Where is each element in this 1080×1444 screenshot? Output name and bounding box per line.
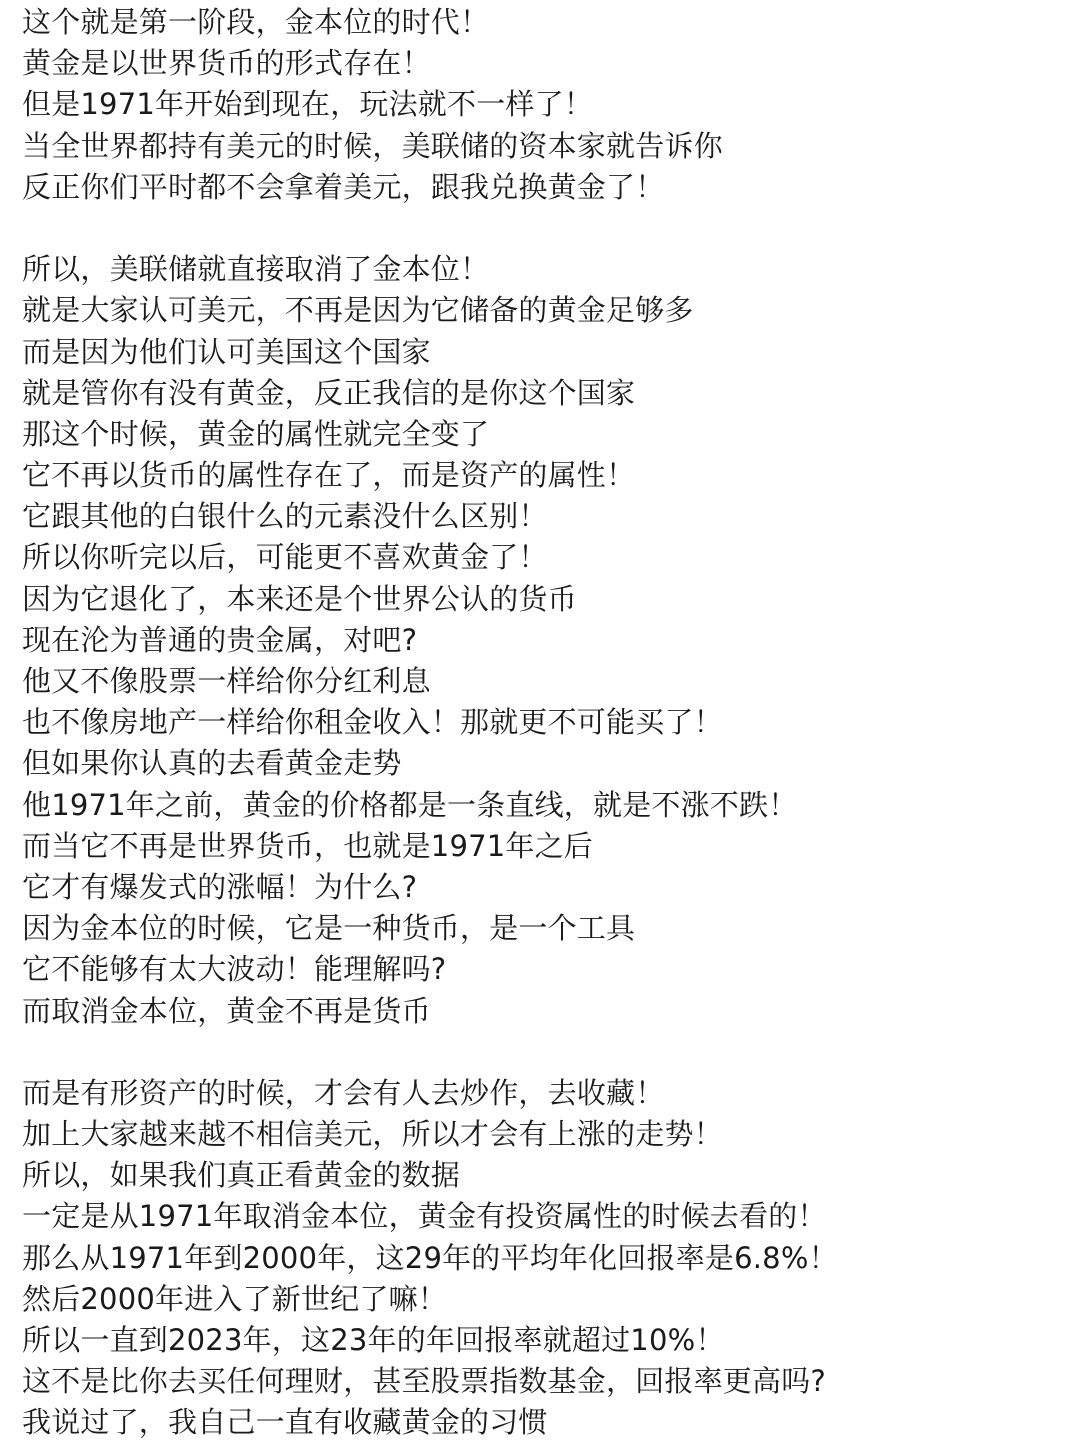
paragraph-gap [22,208,1062,249]
text-line: 黄金是以世界货币的形式存在！ [22,46,431,81]
text-line: 然后2000年进入了新世纪了嘛！ [22,1281,448,1316]
text-line: 加上大家越来越不相信美元，所以才会有上涨的走势！ [22,1117,723,1152]
text-line: 但如果你认真的去看黄金走势 [22,746,402,781]
text-line: 它跟其他的白银什么的元素没什么区别！ [22,499,548,534]
text-line: 我说过了，我自己一直有收藏黄金的习惯 [22,1405,548,1440]
text-line: 他1971年之前，黄金的价格都是一条直线，就是不涨不跌！ [22,787,798,822]
text-line: 所以你听完以后，可能更不喜欢黄金了！ [22,540,548,575]
paragraph [22,2,1062,208]
text-line: 他又不像股票一样给你分红利息 [22,664,431,698]
text-line: 现在沦为普通的贵金属，对吧? [22,622,418,657]
text-line: 它不再以货币的属性存在了，而是资产的属性！ [22,458,636,493]
document-body [22,2,1062,1444]
text-line: 它不能够有太大波动！能理解吗? [22,952,447,987]
text-line: 但是1971年开始到现在，玩法就不一样了！ [22,87,594,122]
text-line: 就是大家认可美元，不再是因为它储备的黄金足够多 [22,293,694,328]
text-line: 这个就是第一阶段，金本位的时代！ [22,5,490,39]
text-line: 一定是从1971年取消金本位，黄金有投资属性的时候去看的！ [22,1199,827,1234]
text-line: 也不像房地产一样给你租金收入！那就更不可能买了！ [22,705,723,740]
text-line: 所以，如果我们真正看黄金的数据 [22,1158,461,1193]
text-line: 当全世界都持有美元的时候，美联储的资本家就告诉你 [22,128,723,163]
text-line: 就是管你有没有黄金，反正我信的是你这个国家 [22,375,636,410]
paragraph [22,1073,1062,1444]
paragraph-gap [22,1032,1062,1073]
text-line: 所以，美联储就直接取消了金本位！ [22,252,490,287]
text-line: 反正你们平时都不会拿着美元，跟我兑换黄金了！ [22,169,665,204]
text-line: 因为金本位的时候，它是一种货币，是一个工具 [22,911,636,946]
paragraph [22,249,1062,1032]
text-line: 而取消金本位，黄金不再是货币 [22,993,431,1028]
text-line: 因为它退化了，本来还是个世界公认的货币 [22,581,577,616]
text-line: 所以一直到2023年，这23年的年回报率就超过10%！ [22,1323,725,1357]
text-line: 这不是比你去买任何理财，甚至股票指数基金，回报率更高吗? [22,1364,826,1399]
text-line: 它才有爆发式的涨幅！为什么? [22,869,418,904]
text-line: 那这个时候，黄金的属性就完全变了 [22,416,490,451]
text-line: 而是因为他们认可美国这个国家 [22,334,431,369]
text-line: 而当它不再是世界货币，也就是1971年之后 [22,828,594,863]
text-line: 而是有形资产的时候，才会有人去炒作，去收藏！ [22,1075,665,1110]
text-line: 那么从1971年到2000年，这29年的平均年化回报率是6.8%！ [22,1240,838,1275]
